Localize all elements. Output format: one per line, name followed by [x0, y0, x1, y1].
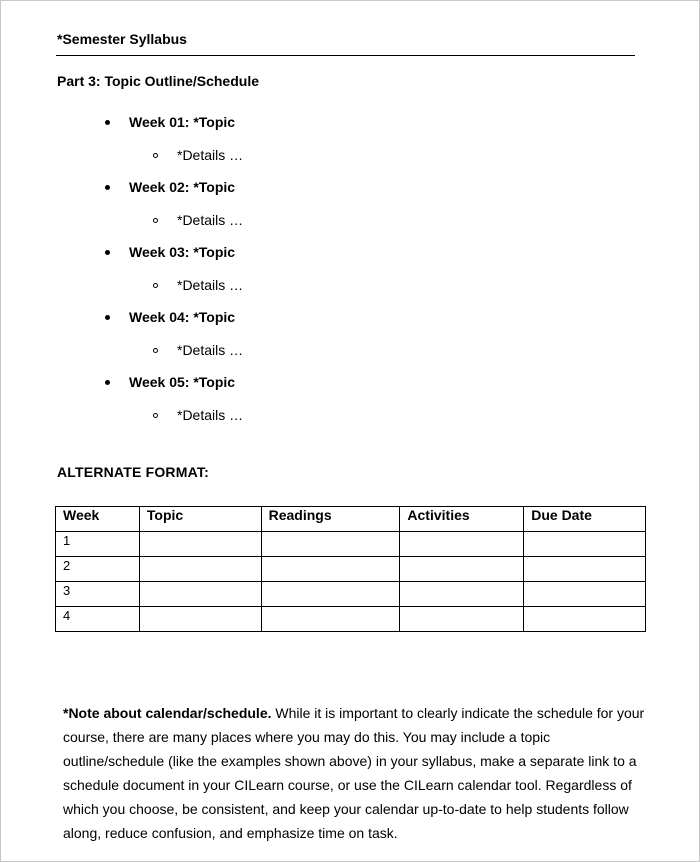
hollow-bullet-icon — [153, 413, 158, 418]
note-body: While it is important to clearly indicate the schedule for your course, there are many places where you may do this. You may include a topic outline/schedule (like the examples shown above) in your syllabus, make a separate link to a schedule document in your CILearn course, or use the CILearn calendar tool. Regardless of which you choose, be consistent, and keep your calendar up-to-date to help students follow along, reduce confusion, and emphasize time on task. — [63, 705, 645, 841]
bullet-icon — [105, 315, 110, 320]
hollow-bullet-icon — [153, 153, 158, 158]
topic-cell — [139, 607, 261, 632]
due-date-cell — [524, 607, 646, 632]
part-title: Part 3: Topic Outline/Schedule — [57, 73, 259, 89]
column-header-week: Week — [56, 507, 140, 532]
activities-cell — [400, 532, 524, 557]
alternate-format-title: ALTERNATE FORMAT: — [57, 464, 209, 480]
hollow-bullet-icon — [153, 348, 158, 353]
week-item-label: Week 01: *Topic — [129, 114, 236, 130]
week-cell: 3 — [56, 582, 140, 607]
week-item-detail: *Details … — [177, 407, 244, 423]
table-row — [56, 607, 646, 632]
week-cell: 1 — [56, 532, 140, 557]
week-item-detail: *Details … — [177, 212, 244, 228]
week-item-detail: *Details … — [177, 277, 244, 293]
due-date-cell — [524, 582, 646, 607]
hollow-bullet-icon — [153, 218, 158, 223]
topic-cell — [139, 582, 261, 607]
calendar-note-paragraph — [63, 701, 653, 845]
table-row — [56, 582, 646, 607]
week-item-label: Week 03: *Topic — [129, 244, 236, 260]
bullet-icon — [105, 380, 110, 385]
syllabus-header-title: *Semester Syllabus — [57, 31, 187, 47]
schedule-table — [55, 506, 646, 632]
readings-cell — [261, 532, 400, 557]
topic-cell — [139, 557, 261, 582]
activities-cell — [400, 557, 524, 582]
week-item-label: Week 05: *Topic — [129, 374, 236, 390]
week-item-label: Week 02: *Topic — [129, 179, 236, 195]
due-date-cell — [524, 532, 646, 557]
readings-cell — [261, 557, 400, 582]
readings-cell — [261, 607, 400, 632]
topic-cell — [139, 532, 261, 557]
hollow-bullet-icon — [153, 283, 158, 288]
table-row — [56, 557, 646, 582]
week-cell: 2 — [56, 557, 140, 582]
activities-cell — [400, 607, 524, 632]
header-divider — [56, 55, 635, 56]
bullet-icon — [105, 185, 110, 190]
week-cell: 4 — [56, 607, 140, 632]
bullet-icon — [105, 120, 110, 125]
column-header-topic: Topic — [139, 507, 261, 532]
week-item-detail: *Details … — [177, 147, 244, 163]
table-header-row — [56, 507, 646, 532]
activities-cell — [400, 582, 524, 607]
note-lead: *Note about calendar/schedule. — [63, 705, 272, 721]
table-row — [56, 532, 646, 557]
bullet-icon — [105, 250, 110, 255]
week-item-label: Week 04: *Topic — [129, 309, 236, 325]
column-header-activities: Activities — [400, 507, 524, 532]
column-header-readings: Readings — [261, 507, 400, 532]
column-header-due-date: Due Date — [524, 507, 646, 532]
due-date-cell — [524, 557, 646, 582]
readings-cell — [261, 582, 400, 607]
week-item-detail: *Details … — [177, 342, 244, 358]
